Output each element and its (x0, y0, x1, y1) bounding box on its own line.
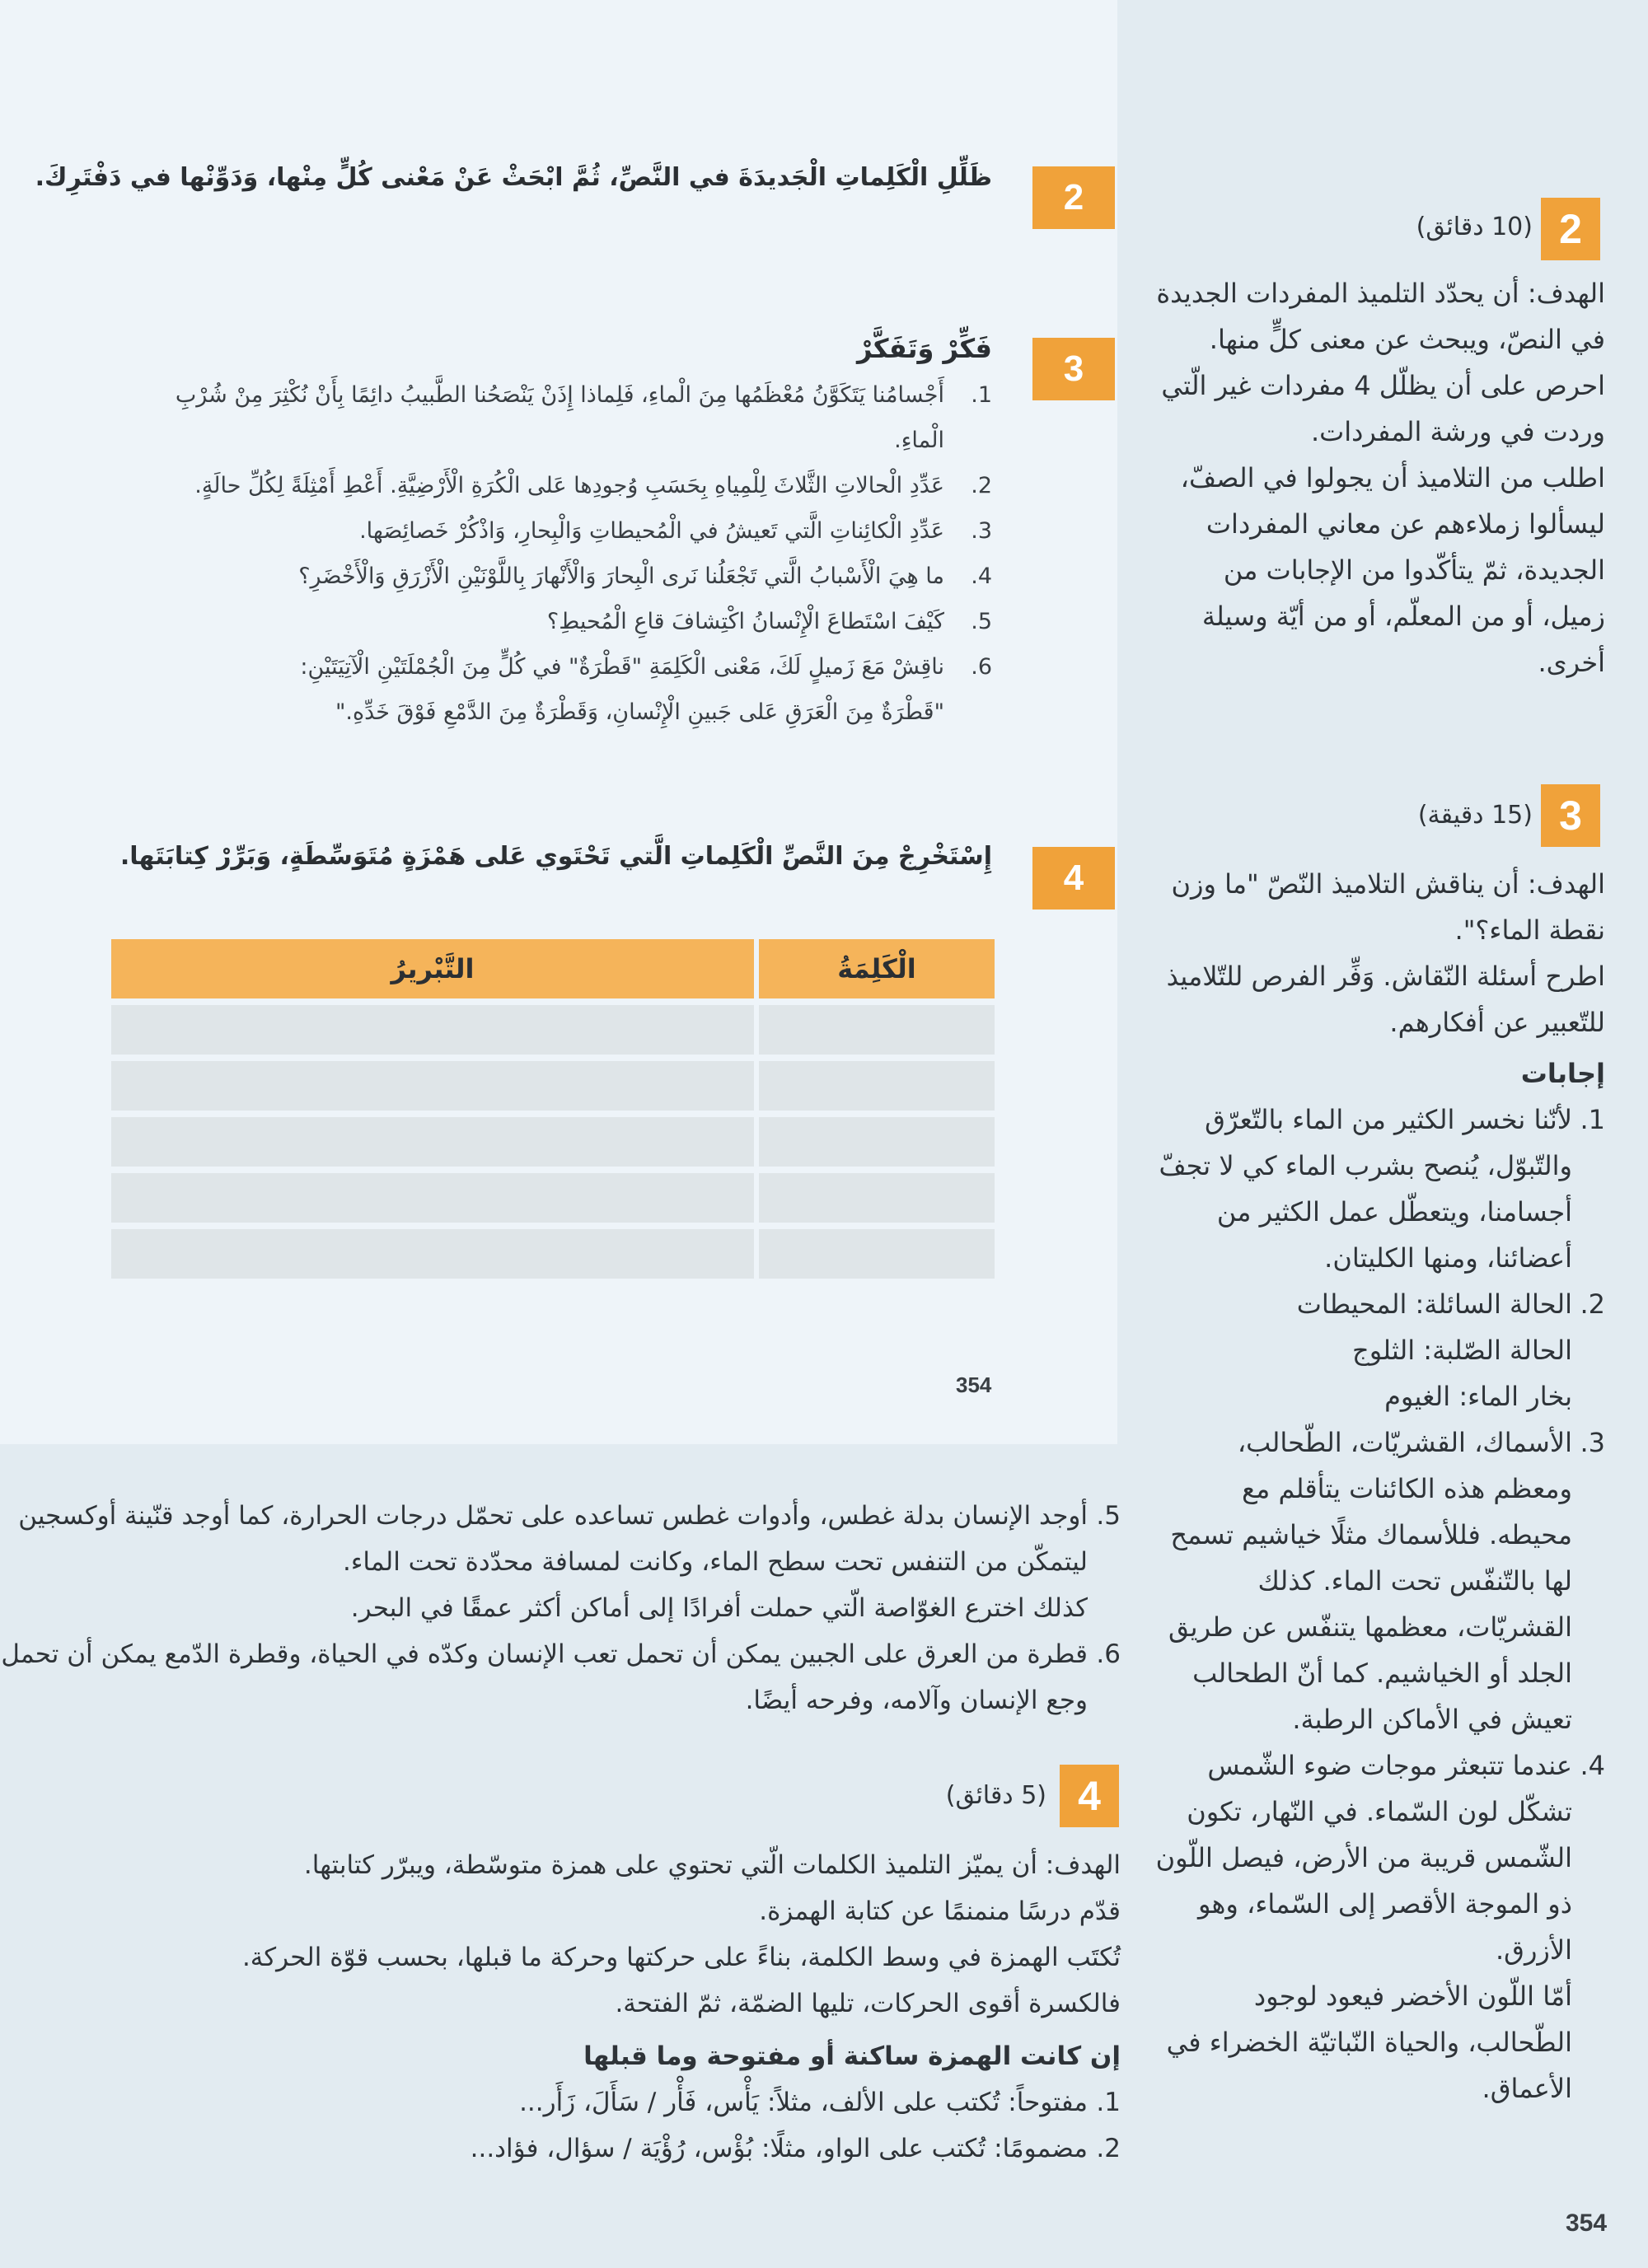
table-row (111, 1061, 995, 1111)
answers-5-6 (0, 1493, 1121, 1723)
word-cell[interactable] (759, 1229, 995, 1279)
exercise-3-heading: فَكِّرْ وَتَفَكَّرْ (856, 333, 992, 364)
section-2-duration: (10 دقائق) (1416, 213, 1533, 241)
question-text: ناقِشْ مَعَ زَميلٍ لَكَ، مَعْنى الْكَلِمَةِ "قَطْرَةٌ" في كُلٍّ مِنَ الْجُمْلَتَيْنِ الْآتِيَتَيْنِ: (300, 654, 944, 680)
rule-text: مفتوحاً: تُكتب على الألف، مثلاً: يَأْس، فَأْر / سَأَلَ، زَأَر... (519, 2088, 1088, 2117)
question-text: كَيْفَ اسْتَطاعَ الْإِنْسانُ اكْتِشافَ قاعِ الْمُحيطِ؟ (546, 609, 944, 634)
answer-extra: كذلك اخترع الغوّاصة الّتي حملت أفرادًا إلى أماكن أكثر عمقًا في البحر. (350, 1593, 1088, 1623)
justification-cell[interactable] (111, 1229, 754, 1279)
question-item (119, 463, 992, 508)
rule-item (165, 2079, 1121, 2125)
table-header-row (111, 939, 995, 998)
answer-number: 5. (1096, 1501, 1121, 1531)
answer-main: عندما تتبعثر موجات ضوء الشّمس تشكّل لون السّماء. في النّهار، تكون الشّمس قريبة من الأرض، فيصل اللّون ذو الموجة الأقصر إلى السّماء، وهو الأزرق. (1155, 1750, 1572, 1966)
section-4-line: تُكتَب الهمزة في وسط الكلمة، بناءً على حركتها وحركة ما قبلها، بحسب قوّة الحركة. (241, 1943, 1121, 1972)
question-item (119, 554, 992, 599)
exercise-3-number-badge: 3 (1032, 338, 1115, 400)
section-2-notes (1154, 270, 1605, 685)
question-number: 4. (971, 563, 992, 589)
answer-line: الحالة الصّلبة: الثلوج (1352, 1335, 1572, 1366)
answer-item (1154, 1097, 1605, 1281)
question-number: 3. (971, 518, 992, 544)
rule-number: 2. (1096, 2134, 1121, 2163)
rule-item (165, 2125, 1121, 2172)
answer-line: بخار الماء: الغيوم (1384, 1381, 1572, 1412)
table-row (111, 1229, 995, 1279)
answer-number: 2. (1580, 1288, 1605, 1320)
answer-text (1154, 1281, 1572, 1419)
justification-cell[interactable] (111, 1173, 754, 1223)
section-2-goal: الهدف: أن يحدّد التلميذ المفردات الجديدة في النصّ، ويبحث عن معنى كلٍّ منها. (1156, 278, 1605, 355)
section-3-goal: الهدف: أن يناقش التلاميذ النّصّ "ما وزن نقطة الماء؟". (1171, 868, 1605, 946)
answers-heading: إجابات (1520, 1058, 1605, 1089)
answer-item (1154, 1742, 1605, 2111)
question-item (119, 599, 992, 644)
answer-text: قطرة من العرق على الجبين يمكن أن تحمل تعب الإنسان وكدّه في الحياة، وقطرة الدّمع يمكن أن تحمل وجع الإنسان وآلامه، وفرحه أيضًا. (1, 1639, 1088, 1715)
question-quote (119, 690, 992, 735)
section-4-notes (165, 1842, 1121, 2172)
answer-number: 1. (1580, 1104, 1605, 1135)
question-item (119, 644, 992, 690)
section-4-line: قدّم درسًا منمنمًا عن كتابة الهمزة. (759, 1896, 1121, 1926)
justification-cell[interactable] (111, 1061, 754, 1111)
answer-text: الأسماك، القشريّات، الطّحالب، ومعظم هذه الكائنات يتأقلم مع محيطه. فللأسماك مثلًا خياشيم تسمح لها بالتّنفّس تحت الماء. كذلك القشريّات، معظمها يتنفّس عن طريق الجلد أو الخياشيم. كما أنّ الطحالب تعيش في الأماكن الرطبة. (1168, 1427, 1572, 1735)
answer-extra: أمّا اللّون الأخضر فيعود لوجود الطّحالب، والحياة النّباتيّة الخضراء في الأعماق. (1166, 1980, 1572, 2104)
section-2-tip: احرص على أن يظلّل 4 مفردات غير الّتي وردت في ورشة المفردات. (1161, 370, 1605, 447)
section-3-duration: (15 دقيقة) (1417, 801, 1533, 830)
answer-number: 6. (1096, 1639, 1121, 1669)
exercise-2-instruction: ظَلِّلِ الْكَلِماتِ الْجَديدَةَ في النَّصِّ، ثُمَّ ابْحَثْ عَنْ مَعْنى كُلٍّ مِنْها، وَدَوِّنْها في دَفْتَرِكَ. (35, 163, 992, 192)
answer-line: الحالة السائلة: المحيطات (1296, 1288, 1572, 1320)
student-page-number: 354 (956, 1372, 992, 1397)
header-word: الْكَلِمَةُ (759, 939, 995, 998)
answer-item (0, 1493, 1121, 1631)
word-cell[interactable] (759, 1173, 995, 1223)
table-row (111, 1173, 995, 1223)
header-justification: التَّبْريرُ (111, 939, 754, 998)
question-item (119, 372, 992, 463)
question-text: أَجْسامُنا يَتَكَوَّنُ مُعْظَمُها مِنَ الْماءِ، فَلِماذا إِذَنْ يَنْصَحُنا الطَّبيبُ دائِمًا بِأَنْ نُكْثِرَ مِنْ شُرْبِ الْماءِ. (175, 382, 944, 453)
answer-item (1154, 1281, 1605, 1419)
justification-cell[interactable] (111, 1117, 754, 1167)
question-item (119, 508, 992, 554)
answer-text (0, 1493, 1088, 1631)
table-row (111, 1117, 995, 1167)
answer-number: 3. (1580, 1427, 1605, 1458)
answer-item (1154, 1419, 1605, 1742)
section-3-notes (1154, 861, 1605, 2111)
word-cell[interactable] (759, 1005, 995, 1055)
section-2-number-badge: 2 (1541, 198, 1600, 260)
word-cell[interactable] (759, 1117, 995, 1167)
question-text: عَدِّدِ الْكائِناتِ الَّتي تَعيشُ في الْمُحيطاتِ وَالْبِحارِ، وَاذْكُرْ خَصائِصَها. (359, 518, 944, 544)
answer-number: 4. (1580, 1750, 1605, 1781)
question-number: 5. (971, 609, 992, 634)
exercise-2-number-badge: 2 (1032, 166, 1115, 229)
question-number: 2. (971, 473, 992, 498)
teacher-page-number: 354 (1566, 2210, 1608, 2237)
section-2-activity: اطلب من التلاميذ أن يجولوا في الصفّ، ليسألوا زملاءهم عن معاني المفردات الجديدة، ثمّ يتأكّدوا من الإجابات من زميل، أو من المعلّم، أو من أيّة وسيلة أخرى. (1180, 462, 1605, 678)
exercise-4-instruction: إِسْتَخْرِجْ مِنَ النَّصِّ الْكَلِماتِ الَّتي تَحْتَوي عَلى هَمْزَةٍ مُتَوَسِّطَةٍ، وَبَرِّرْ كِتابَتَها. (119, 842, 992, 871)
question-text: ما هِيَ الْأَسْبابُ الَّتي تَجْعَلُنا نَرى الْبِحارَ وَالْأَنْهارَ بِاللَّوْنَيْنِ الْأَزْرَقِ وَالْأَخْضَرِ؟ (298, 563, 944, 589)
word-cell[interactable] (759, 1061, 995, 1111)
answer-text (1154, 1742, 1572, 2111)
answer-item (0, 1631, 1121, 1723)
exercise-4-number-badge: 4 (1032, 847, 1115, 910)
question-number: 1. (971, 382, 992, 408)
answer-main: أوجد الإنسان بدلة غطس، وأدوات غطس تساعده على تحمّل درجات الحرارة، كما أوجد قنّينة أوكسجين ليتمكّن من التنفس تحت سطح الماء، وكانت لمسافة محدّدة تحت الماء. (18, 1501, 1088, 1577)
justification-cell[interactable] (111, 1005, 754, 1055)
exercise-3-questions (119, 372, 992, 735)
section-3-number-badge: 3 (1541, 784, 1600, 847)
question-text: عَدِّدِ الْحالاتِ الثَّلاثَ لِلْمِياهِ بِحَسَبِ وُجودِها عَلى الْكُرَةِ الْأَرْضِيَّةِ. أَعْطِ أَمْثِلَةً لِكُلِّ حالَةٍ. (194, 473, 944, 498)
section-4-goal: الهدف: أن يميّز التلميذ الكلمات الّتي تحتوي على همزة متوسّطة، ويبرّر كتابتها. (303, 1850, 1121, 1880)
table-row (111, 1005, 995, 1055)
rule-number: 1. (1096, 2088, 1121, 2117)
answer-text: لأنّنا نخسر الكثير من الماء بالتّعرّق والتّبوّل، يُنصح بشرب الماء كي لا تجفّ أجسامنا، ويتعطّل عمل الكثير من أعضائنا، ومنها الكليتان. (1159, 1104, 1572, 1274)
hamza-rule-heading: إن كانت الهمزة ساكنة أو مفتوحة وما قبلها (583, 2041, 1121, 2071)
section-4-duration: (5 دقائق) (945, 1781, 1046, 1810)
student-page-inset (0, 0, 1117, 1444)
section-3-activity: اطرح أسئلة النّقاش. وَفِّر الفرص للتّلاميذ للتّعبير عن أفكارهم. (1166, 961, 1605, 1038)
rule-text: مضمومًا: تُكتب على الواو، مثلًا: بُؤْس، رُؤْيَة / سؤال، فؤاد... (470, 2134, 1088, 2163)
hamza-words-table (111, 939, 995, 1285)
section-4-line: فالكسرة أقوى الحركات، تليها الضمّة، ثمّ الفتحة. (615, 1989, 1121, 2018)
question-6-quote: "قَطْرَةٌ مِنَ الْعَرَقِ عَلى جَبينِ الْإِنْسانِ، وَقَطْرَةٌ مِنَ الدَّمْعِ فَوْقَ خَدِّهِ." (335, 699, 944, 725)
section-4-number-badge: 4 (1060, 1765, 1119, 1827)
question-number: 6. (971, 654, 992, 680)
